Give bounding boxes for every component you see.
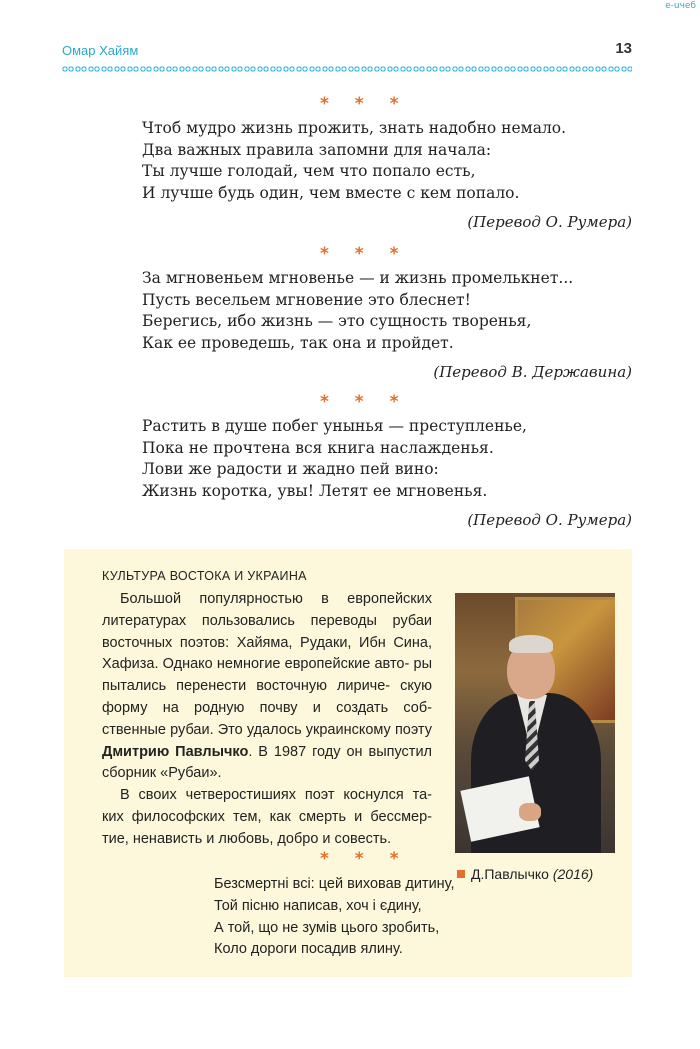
translator-credit: (Перевод О. Румера) [467,213,632,231]
poem-line: Ты лучше голодай, чем что попало есть, [142,162,476,180]
translator-credit: (Перевод В. Державина) [433,363,632,381]
hair-shape [509,635,553,653]
poem-line: Коло дороги посадив ялину. [214,941,403,958]
translator-credit: (Перевод О. Румера) [467,511,632,529]
portrait-photo [455,593,615,853]
poem-line: Той пісню написав, хоч і єдину, [214,897,422,914]
poem-line: За мгновеньем мгновенье — и жизнь промелькнет... [142,269,574,287]
poem-1 [142,118,632,231]
text-line: . В 1987 году он [248,743,363,760]
infobox-paragraph-2 [102,785,432,850]
page-number: 13 [615,40,632,57]
ukrainian-rubai [214,874,514,961]
poem-line: Безсмертні всі: цей виховав дитину, [214,876,455,892]
stanza-stars: * * * [320,244,409,264]
caption-name: Д.Павлычко [471,866,553,882]
text-line: ких философских тем, как смерть и бессмер- [102,808,432,825]
poem-3 [142,416,632,529]
poem-line: Два важных правила запомни для начала: [142,140,492,159]
stanza-stars: * * * [320,94,409,114]
poet-name: Дмитрию Павлычко [102,743,249,760]
text-line: В своих четверостишиях поэт коснулся та- [120,787,432,804]
poem-line: И лучше будь один, чем вместе с кем попало. [142,183,520,202]
text-line: поэту [394,721,432,738]
text-line: Большой популярностью в европейских [120,591,432,607]
poem-line: Жизнь коротка, увы! Летят ее мгновенья. [142,481,488,500]
hand-shape [519,803,541,821]
text-line: литературах пользовались переводы рубаи [102,612,432,629]
header-author: Омар Хайям [62,43,139,58]
text-line: ры пытались перенести восточную лириче- [102,656,432,695]
poem-line: А той, що не зумів цього зробить, [214,919,440,936]
page-header [62,40,632,62]
poem-line: Как ее проведешь, так она и пройдет. [142,333,454,352]
text-line: выпустил сборник «Рубаи». [102,743,432,782]
poem-2 [142,268,632,381]
poem-line: Пусть весельем мгновение это блеснет! [142,290,471,309]
infobox-heading: КУЛЬТУРА ВОСТОКА И УКРАИНА [102,569,307,583]
poem-line: Берегись, ибо жизнь — это сущность творенья, [142,312,532,330]
text-line: тие, ненависть и любовь, добро и совесть. [102,830,392,847]
poem-line: Растить в душе побег унынья — преступленье, [142,417,527,435]
site-watermark: e-uчeб [665,1,696,11]
infobox-text [102,589,432,851]
stanza-stars: * * * [320,849,409,869]
text-line: восточных поэтов: Хайяма, Рудаки, Ибн Сина, [102,634,432,651]
header-ornament [62,64,632,74]
poem-line: Лови же радости и жадно пей вино: [142,460,439,478]
text-line: Хафиза. Однако немногие европейские авто- [102,656,410,673]
text-line: ственные рубаи. Это удалось украинскому [102,721,391,738]
culture-infobox [64,549,632,977]
stanza-stars: * * * [320,392,409,412]
poem-line: Чтоб мудро жизнь прожить, знать надобно немало. [142,119,567,137]
infobox-paragraph-1 [102,589,432,785]
text-line: скую форму на родную почву и создать соб- [102,678,433,716]
poem-line: Пока не прочтена вся книга наслажденья. [142,438,494,457]
caption-year: (2016) [552,866,594,882]
